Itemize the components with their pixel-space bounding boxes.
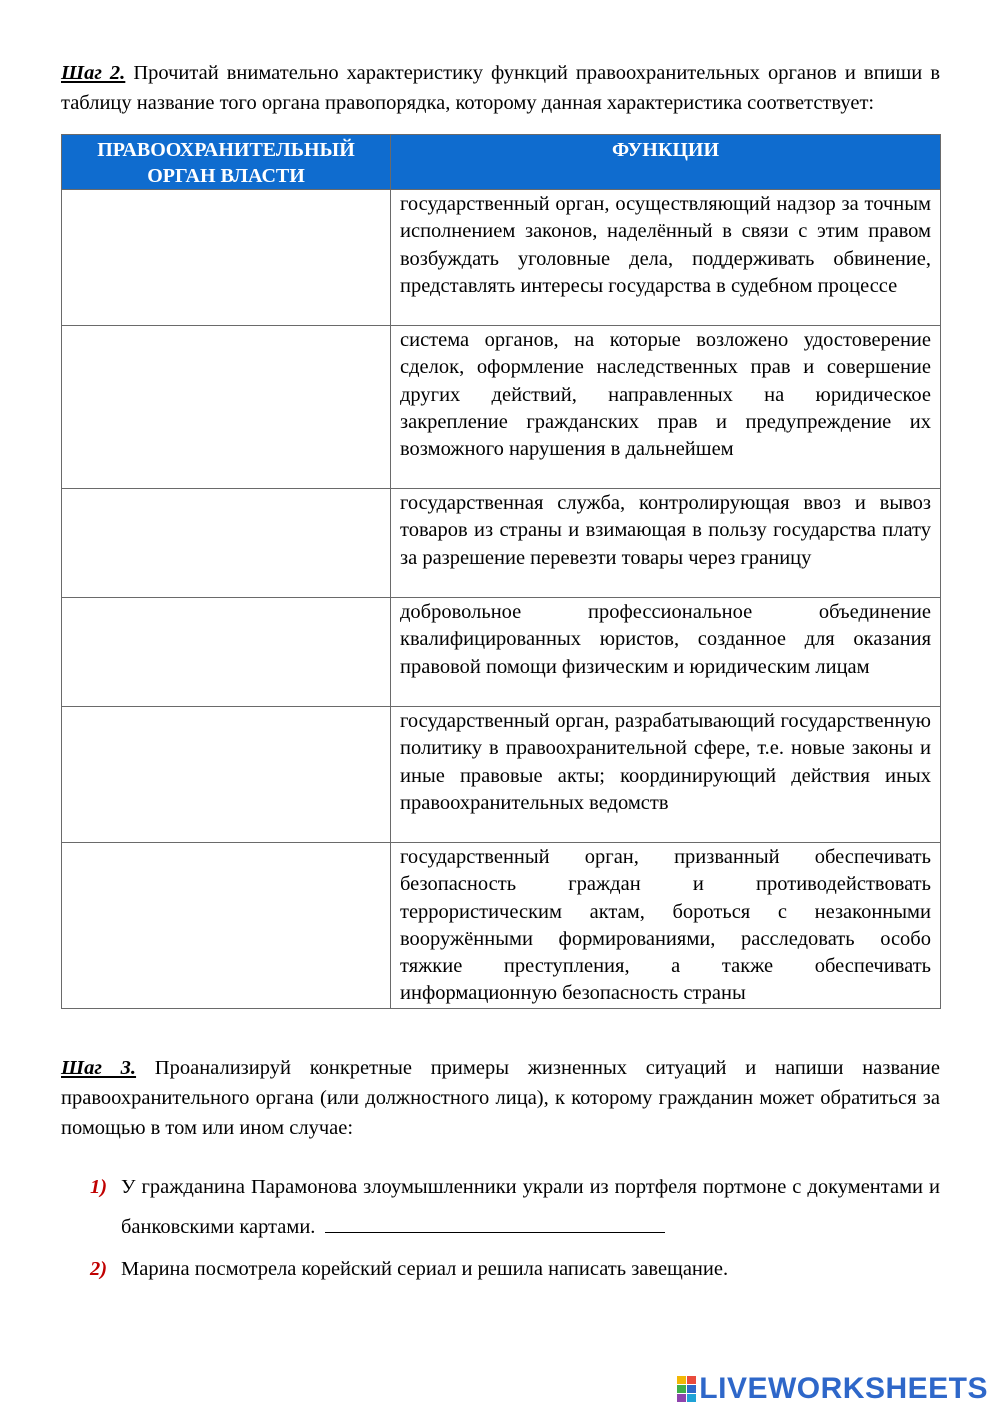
logo-text: LIVEWORKSHEETS [699, 1372, 988, 1405]
task-list [61, 1167, 940, 1289]
function-text: государственный орган, призванный обеспечивать безопасность граждан и противодействовать террористическим актам, бороться с незаконными вооружёнными формированиями, расследовать особо тяжкие преступления, а также обеспечивать информационную безопасность страны [400, 846, 931, 1005]
list-item [61, 1249, 940, 1289]
function-text: система органов, на которые возложено удостоверение сделок, оформление наследственных прав и совершение других действий, направленных на юридическое закрепление гражданских прав и предупреждение их возможного нарушения в дальнейшем [400, 329, 931, 461]
function-cell [391, 843, 941, 1009]
step2-text: Прочитай внимательно характеристику функций правоохранительных органов и впиши в таблицу название того органа правопорядка, которому данная характеристика соответствует: [61, 62, 940, 114]
function-cell [391, 489, 941, 598]
answer-cell[interactable] [62, 707, 391, 843]
function-cell [391, 598, 941, 707]
table-row [62, 326, 941, 489]
answer-cell[interactable] [62, 843, 391, 1009]
function-text: добровольное профессиональное объединение квалифицированных юристов, созданное для оказания правовой помощи физическим и юридическим лицам [400, 601, 931, 678]
worksheet-page [61, 58, 940, 1289]
answer-cell[interactable] [62, 489, 391, 598]
task-text: У гражданина Парамонова злоумышленники украли из портфеля портмоне с документами и банковскими картами. [121, 1175, 940, 1238]
function-cell [391, 190, 941, 326]
table-row [62, 190, 941, 326]
step3-paragraph [61, 1053, 940, 1143]
answer-cell[interactable] [62, 326, 391, 489]
answer-cell[interactable] [62, 598, 391, 707]
answer-cell[interactable] [62, 190, 391, 326]
task-number: 1) [90, 1175, 108, 1198]
table-row [62, 598, 941, 707]
table-header-row [62, 135, 941, 190]
step3-label: Шаг 3. [61, 1056, 137, 1079]
list-item [61, 1167, 940, 1247]
logo-mark-icon [677, 1376, 696, 1402]
step3-text: Проанализируй конкретные примеры жизненных ситуаций и напиши название правоохранительного органа (или должностного лица), к которому гражданин может обратиться за помощью в том или ином случае: [61, 1056, 941, 1139]
function-text: государственная служба, контролирующая ввоз и вывоз товаров из страны и взимающая в пользу государства плату за разрешение перевезти товары через границу [400, 492, 931, 569]
task-number: 2) [90, 1257, 108, 1280]
answer-blank[interactable] [325, 1210, 665, 1233]
organs-table [61, 134, 941, 1009]
header-organ: ПРАВООХРАНИТЕЛЬНЫЙ ОРГАН ВЛАСТИ [62, 135, 391, 190]
table-row [62, 489, 941, 598]
function-cell [391, 707, 941, 843]
step2-label: Шаг 2. [61, 62, 126, 84]
liveworksheets-logo [677, 1372, 988, 1406]
header-functions: ФУНКЦИИ [391, 135, 941, 190]
task-text: Марина посмотрела корейский сериал и решила написать завещание. [121, 1257, 729, 1280]
function-text: государственный орган, разрабатывающий государственную политику в правоохранительной сфере, т.е. новые законы и иные правовые акты; координирующий действия иных правоохранительных ведомств [400, 710, 931, 814]
step2-paragraph [61, 58, 940, 118]
table-row [62, 707, 941, 843]
function-cell [391, 326, 941, 489]
function-text: государственный орган, осуществляющий надзор за точным исполнением законов, наделённый в связи с этим правом возбуждать уголовные дела, поддерживать обвинение, представлять интересы государства в судебном процессе [400, 193, 931, 297]
table-row [62, 843, 941, 1009]
